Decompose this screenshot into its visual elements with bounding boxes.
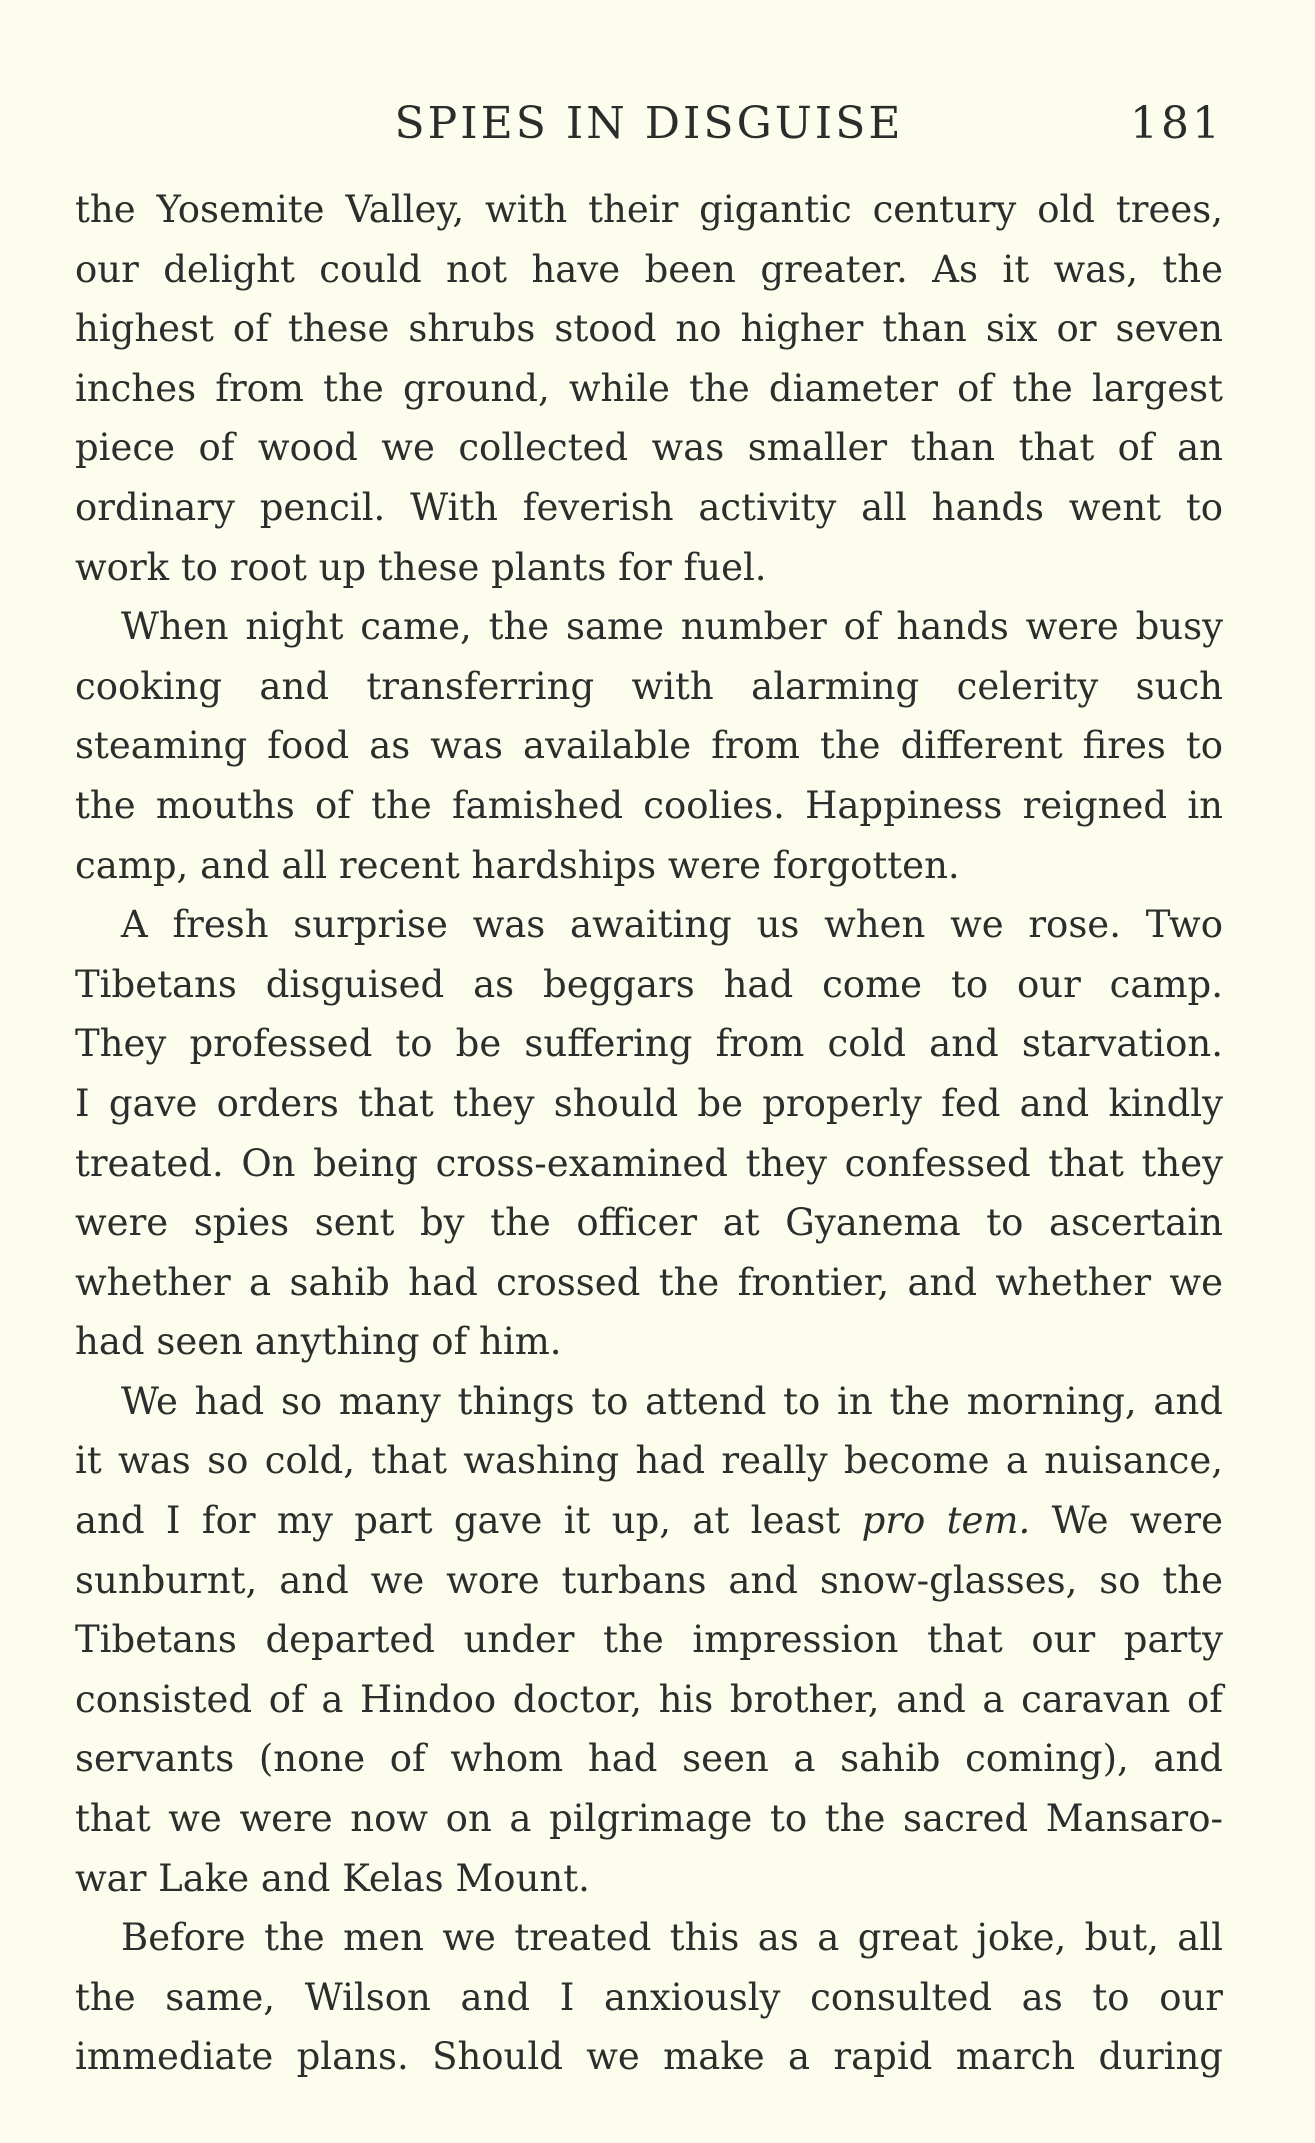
- running-head: [75, 94, 1223, 154]
- text-line: the same, Wilson and I anxiously consulted as to our: [75, 1975, 1223, 2019]
- text-line: our delight could not have been greater. As it was, the: [75, 247, 1223, 291]
- text-line: ordinary pencil. With feverish activity all hands went to: [75, 485, 1223, 529]
- text-line: Tibetans disguised as beggars had come to our camp.: [75, 962, 1223, 1006]
- text-line: cooking and transferring with alarming celerity such: [75, 664, 1223, 708]
- text-line: war Lake and Kelas Mount.: [75, 1856, 590, 1900]
- text-line: immediate plans. Should we make a rapid march during: [75, 2035, 1223, 2079]
- running-title: SPIES IN DISGUISE: [394, 98, 904, 149]
- text-line: When night came, the same number of hands were busy: [121, 605, 1223, 649]
- text-line-mixed: [75, 1491, 1223, 1551]
- text-line: the mouths of the famished coolies. Happiness reigned in: [75, 783, 1223, 827]
- body-text: [75, 180, 1223, 2087]
- text-line: Before the men we treated this as a great joke, but, all: [121, 1916, 1223, 1960]
- text-line: highest of these shrubs stood no higher than six or seven: [75, 307, 1223, 351]
- text-segment: and I for my part gave it up, at least: [75, 1499, 841, 1543]
- text-line: the Yosemite Valley, with their gigantic century old trees,: [75, 188, 1223, 231]
- text-line: sunburnt, and we wore turbans and snow-glasses, so the: [75, 1558, 1223, 1602]
- latin-phrase: pro tem.: [861, 1499, 1031, 1543]
- text-line: servants (none of whom had seen a sahib coming), and: [75, 1737, 1223, 1781]
- text-line: Tibetans departed under the impression that our party: [75, 1618, 1223, 1662]
- text-line: piece of wood we collected was smaller than that of an: [75, 426, 1223, 470]
- text-segment: We were: [1051, 1499, 1223, 1543]
- text-line: They professed to be suffering from cold and starvation.: [75, 1022, 1223, 1066]
- text-line: We had so many things to attend to in the morning, and: [121, 1379, 1223, 1423]
- text-line: A fresh surprise was awaiting us when we rose. Two: [121, 903, 1223, 947]
- text-line: work to root up these plants for fuel.: [75, 545, 767, 589]
- page-number: 181: [1130, 98, 1223, 149]
- text-line: treated. On being cross-examined they confessed that they: [75, 1141, 1223, 1185]
- text-line: it was so cold, that washing had really become a nuisance,: [75, 1439, 1223, 1483]
- text-line: inches from the ground, while the diameter of the largest: [75, 366, 1223, 410]
- text-line: whether a sahib had crossed the frontier, and whether we: [75, 1260, 1223, 1304]
- text-line: were spies sent by the officer at Gyanema to ascertain: [75, 1201, 1223, 1245]
- text-line: steaming food as was available from the different fires to: [75, 724, 1223, 768]
- text-line: I gave orders that they should be properly fed and kindly: [75, 1081, 1223, 1125]
- text-line: consisted of a Hindoo doctor, his brother, and a caravan of: [75, 1677, 1223, 1721]
- text-line: camp, and all recent hardships were forgotten.: [75, 843, 960, 887]
- text-line: that we were now on a pilgrimage to the sacred Mansaro-: [75, 1797, 1223, 1841]
- text-line: had seen anything of him.: [75, 1320, 562, 1364]
